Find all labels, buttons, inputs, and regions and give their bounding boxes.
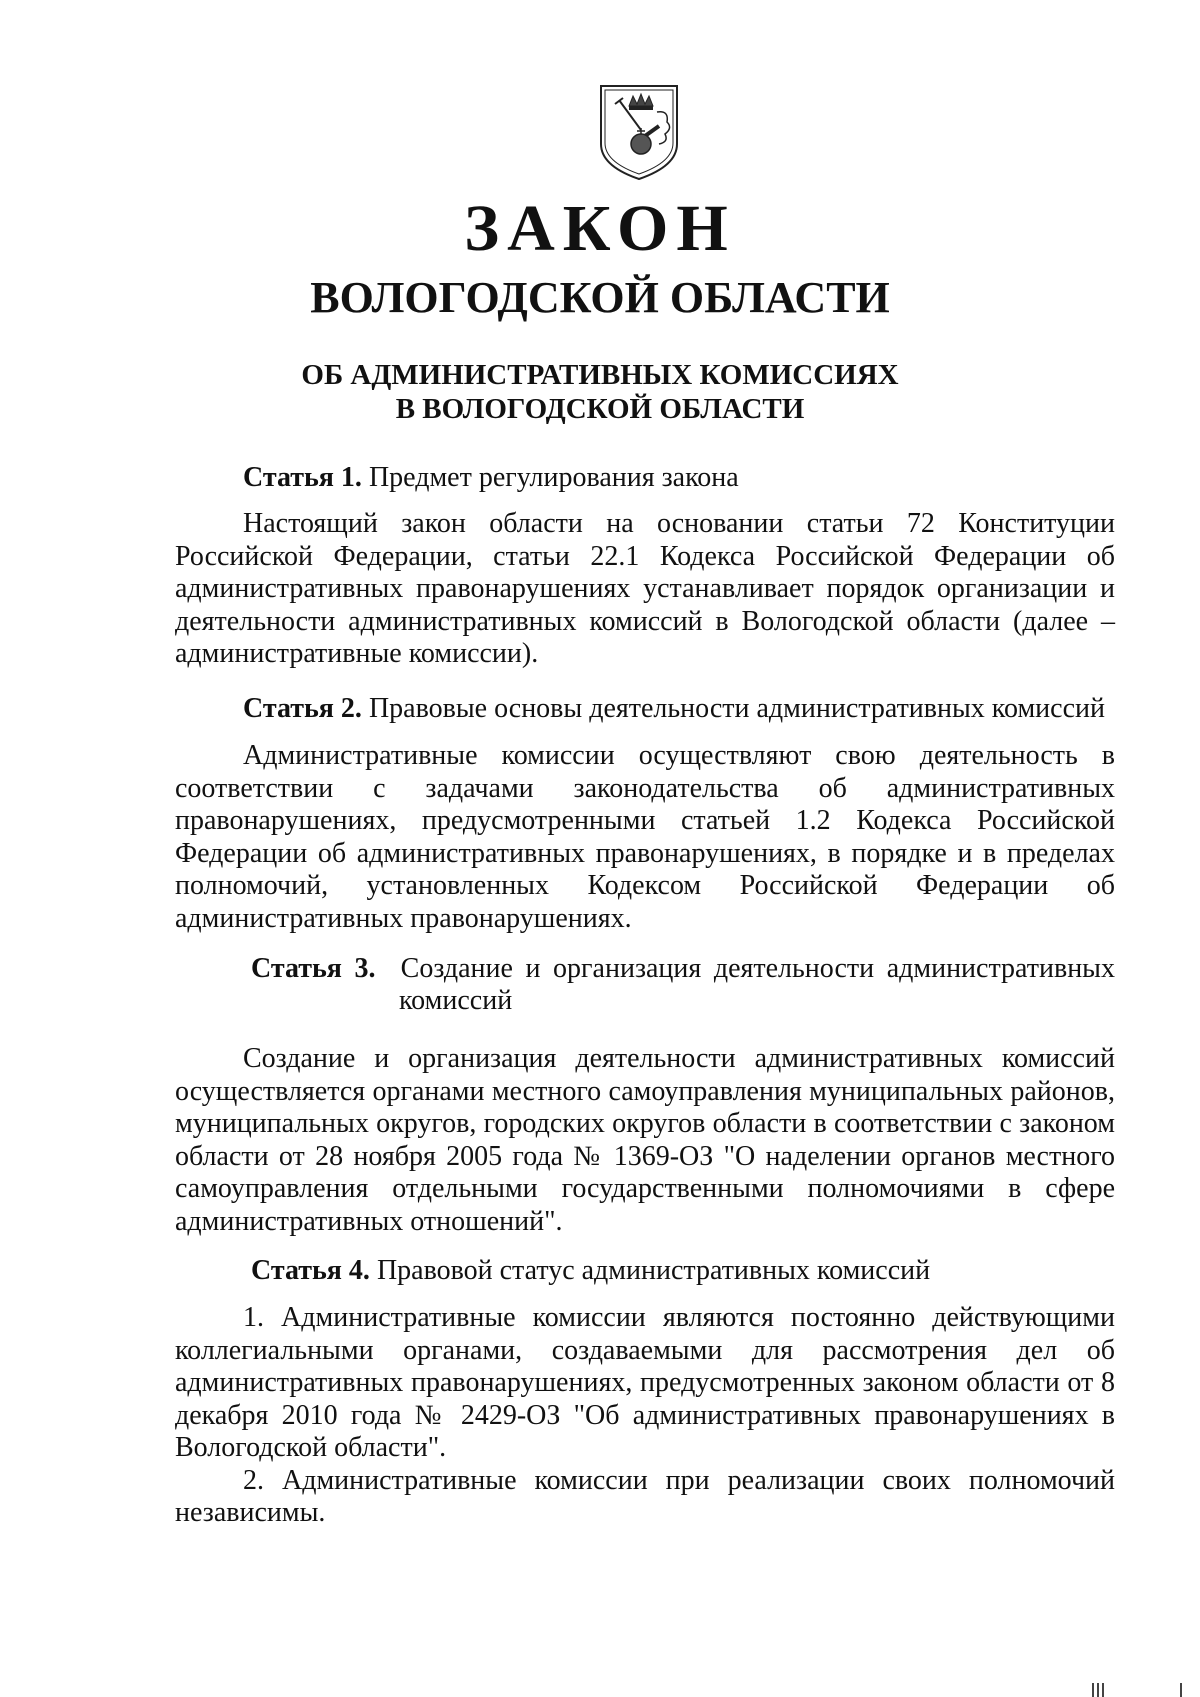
article-4-title: Правовой статус административных комиссий [376, 1255, 931, 1286]
article-1-heading [243, 462, 739, 494]
region-title: ВОЛОГОДСКОЙ ОБЛАСТИ [310, 273, 890, 322]
article-1-title: Предмет регулирования закона [368, 462, 739, 493]
article-3-heading [251, 953, 1115, 1017]
coat-of-arms-emblem [597, 82, 681, 182]
article-4-heading [251, 1255, 930, 1287]
article-2-title: Правовые основы деятельности административных комиссий [368, 693, 1105, 724]
article-1-label: Статья 1. [243, 462, 362, 493]
article-1-paragraph: Настоящий закон области на основании статьи 72 Конституции Российской Федерации, статьи 22.1 Кодекса Российской Федерации об административных правонарушениях устанавливает порядок организации и деятельности административных комиссий в Вологодской области (далее – административные комиссии). [175, 508, 1115, 669]
article-3-title-line-1: Создание и организация деятельности административных [400, 953, 1115, 984]
subtitle-line-2: В ВОЛОГОДСКОЙ ОБЛАСТИ [395, 393, 805, 425]
scan-mark [1097, 1683, 1099, 1697]
document-type-title: ЗАКОН [464, 192, 736, 265]
article-3-label: Статья 3. [251, 953, 376, 984]
scan-mark [1092, 1683, 1094, 1697]
article-3-body [175, 1043, 1115, 1238]
article-3-title-line-2: комиссий [399, 985, 513, 1016]
article-4-body [175, 1302, 1115, 1530]
article-1-body [175, 508, 1115, 671]
subtitle-line-1: ОБ АДМИНИСТРАТИВНЫХ КОМИССИЯХ [301, 359, 899, 391]
article-2-label: Статья 2. [243, 693, 362, 724]
article-4-paragraph-1: 1. Административные комиссии являются постоянно действующими коллегиальными органами, создаваемыми для рассмотрения дел об административных правонарушениях, предусмотренных законом области от 8 декабря 2010 года № 2429-ОЗ "Об административных правонарушениях в Вологодской области". [175, 1302, 1115, 1463]
article-2-paragraph: Административные комиссии осуществляют свою деятельность в соответствии с задачами законодательства об административных правонарушениях, предусмотренными статьей 1.2 Кодекса Российской Федерации об административных правонарушениях, в порядке и в пределах полномочий, установленных Кодексом Российской Федерации об административных правонарушениях. [175, 740, 1115, 934]
scan-mark [1102, 1683, 1104, 1697]
article-3-paragraph: Создание и организация деятельности административных комиссий осуществляется органами местного самоуправления муниципальных районов, муниципальных округов, городских округов области в соответствии с законом области от 28 ноября 2005 года № 1369-ОЗ "О наделении органов местного самоуправления отдельными государственными полномочиями в сфере административных отношений". [175, 1043, 1115, 1237]
law-subtitle [0, 358, 1200, 426]
article-3-heading-line-1 [251, 953, 1115, 985]
article-2-heading [243, 693, 1105, 725]
article-4-label: Статья 4. [251, 1255, 370, 1286]
scan-mark [1180, 1683, 1182, 1697]
article-2-body [175, 740, 1115, 935]
article-4-paragraph-2: 2. Административные комиссии при реализации своих полномочий независимы. [175, 1464, 1115, 1528]
